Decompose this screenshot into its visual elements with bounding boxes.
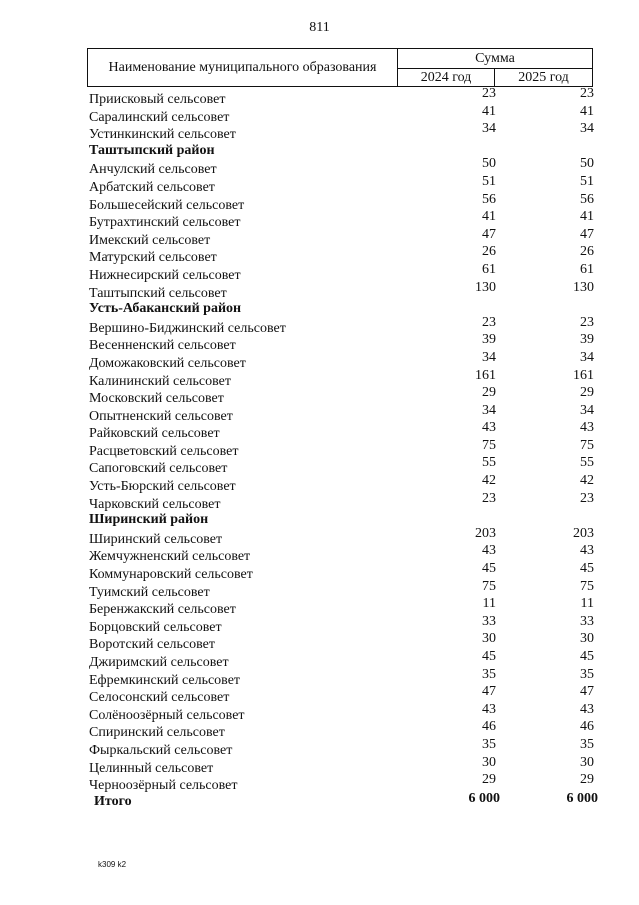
amount-2025: 45 [580, 561, 594, 577]
amount-2024: 47 [482, 684, 496, 700]
amount-2024: 34 [482, 121, 496, 137]
municipality-name: Доможаковский сельсовет [89, 355, 246, 371]
municipality-name: Имекский сельсовет [89, 232, 211, 248]
amount-2024: 34 [482, 349, 496, 365]
amount-2025: 42 [580, 473, 594, 489]
table-row [0, 314, 639, 336]
amount-2024: 34 [482, 402, 496, 418]
table-row [0, 121, 639, 143]
table-row [0, 719, 639, 741]
municipality-name: Таштыпский сельсовет [89, 285, 227, 301]
municipality-name: Анчулский сельсовет [89, 162, 217, 178]
municipality-name: Чарковский сельсовет [89, 496, 221, 512]
header-sum-column: Сумма [398, 49, 592, 69]
table-row [0, 736, 639, 758]
amount-2024: 130 [475, 279, 496, 295]
amount-2024: 45 [482, 561, 496, 577]
amount-2025: 75 [580, 578, 594, 594]
table-row [0, 86, 639, 107]
table-row [0, 349, 639, 371]
table-row [0, 455, 639, 477]
municipality-name: Ефремкинский сельсовет [89, 672, 241, 688]
amount-2025: 75 [580, 437, 594, 453]
amount-2025: 56 [580, 191, 594, 207]
region-name: Таштыпский район [89, 142, 215, 158]
amount-2025: 23 [580, 490, 594, 506]
municipality-name: Матурский сельсовет [89, 250, 217, 266]
table-row [0, 666, 639, 688]
amount-2024: 43 [482, 543, 496, 559]
table-row [0, 596, 639, 618]
table-row [0, 226, 639, 248]
amount-2024: 23 [482, 490, 496, 506]
table-row [0, 367, 639, 389]
table-row [0, 543, 639, 565]
amount-2025: 39 [580, 332, 594, 348]
amount-2025: 23 [580, 86, 594, 101]
amount-2025: 50 [580, 156, 594, 172]
municipality-name: Большесейский сельсовет [89, 197, 245, 213]
table-row [0, 701, 639, 723]
amount-2024: 51 [482, 173, 496, 189]
municipality-name: Воротский сельсовет [89, 637, 215, 653]
amount-2025: 35 [580, 666, 594, 682]
amount-2025: 11 [580, 596, 594, 612]
table-body [0, 86, 639, 810]
header-year-2025: 2025 год [518, 69, 569, 85]
table-row [0, 244, 639, 266]
table-row [0, 437, 639, 459]
amount-2024: 45 [482, 649, 496, 664]
municipality-name: Жемчужненский сельсовет [89, 549, 251, 565]
amount-2024: 61 [482, 261, 496, 277]
amount-2025: 43 [580, 701, 594, 717]
amount-2025: 33 [580, 613, 594, 629]
amount-2024: 26 [482, 244, 496, 260]
amount-2025: 161 [573, 367, 594, 383]
total-row [0, 790, 639, 811]
table-row [0, 209, 639, 231]
amount-2024: 75 [482, 578, 496, 594]
municipality-name: Усть-Бюрский сельсовет [89, 479, 236, 495]
amount-2024: 29 [482, 385, 496, 401]
amount-2024: 47 [482, 226, 496, 242]
amount-2024: 35 [482, 736, 496, 752]
amount-2025: 30 [580, 631, 594, 647]
header-year-2024: 2024 год [398, 69, 495, 86]
amount-2025: 23 [580, 314, 594, 330]
amount-2024: 203 [475, 525, 496, 541]
amount-2024: 41 [482, 103, 496, 119]
region-heading [0, 300, 639, 318]
municipality-name: Калининский сельсовет [89, 373, 231, 389]
table-row [0, 420, 639, 442]
municipality-name: Весенненский сельсовет [89, 338, 236, 354]
municipality-name: Опытненский сельсовет [89, 408, 233, 424]
amount-2025: 47 [580, 684, 594, 700]
amount-2025: 29 [580, 772, 594, 788]
footer-code: k309 k2 [98, 860, 127, 869]
table-row [0, 772, 639, 794]
amount-2024: 55 [482, 455, 496, 471]
amount-2025: 130 [573, 279, 594, 295]
amount-2024: 75 [482, 437, 496, 453]
table-row [0, 684, 639, 706]
amount-2025: 43 [580, 543, 594, 559]
table-row [0, 561, 639, 583]
amount-2025: 41 [580, 209, 594, 225]
municipality-name: Итого [94, 793, 132, 809]
table-row [0, 490, 639, 512]
municipality-name: Московский сельсовет [89, 391, 224, 407]
municipality-name: Джиримский сельсовет [89, 655, 229, 670]
table-row [0, 332, 639, 354]
municipality-name: Бутрахтинский сельсовет [89, 215, 241, 231]
amount-2024: 35 [482, 666, 496, 682]
amount-2025: 26 [580, 244, 594, 260]
municipality-name: Борцовский сельсовет [89, 619, 222, 635]
amount-2024: 30 [482, 631, 496, 647]
amount-2024: 41 [482, 209, 496, 225]
region-name: Усть-Абаканский район [89, 301, 242, 317]
municipality-name: Вершино-Биджинский сельсовет [89, 320, 286, 336]
amount-2025: 41 [580, 103, 594, 119]
municipality-name: Туимский сельсовет [89, 584, 210, 600]
table-row [0, 261, 639, 283]
region-heading [0, 511, 639, 529]
amount-2025: 51 [580, 173, 594, 189]
table-row [0, 754, 639, 776]
municipality-name: Нижнесирский сельсовет [89, 267, 241, 283]
page-number: 811 [309, 20, 330, 35]
table-row [0, 578, 639, 600]
table-row [0, 473, 639, 495]
municipality-name: Сапоговский сельсовет [89, 461, 228, 477]
municipality-name: Беренжакский сельсовет [89, 602, 236, 618]
municipality-name: Ширинский сельсовет [89, 531, 223, 547]
amount-2025: 6 000 [566, 790, 598, 806]
municipality-name: Селосонский сельсовет [89, 690, 230, 706]
table-row [0, 613, 639, 635]
amount-2025: 55 [580, 455, 594, 471]
amount-2025: 34 [580, 121, 594, 137]
table-row [0, 156, 639, 178]
amount-2024: 161 [475, 367, 496, 383]
municipality-name: Расцветовский сельсовет [89, 443, 239, 459]
table-row [0, 402, 639, 424]
amount-2024: 30 [482, 754, 496, 770]
municipality-name: Целинный сельсовет [89, 760, 214, 776]
amount-2025: 43 [580, 420, 594, 436]
municipality-name: Коммунаровский сельсовет [89, 567, 253, 583]
amount-2025: 29 [580, 385, 594, 401]
municipality-name: Райковский сельсовет [89, 426, 220, 442]
region-name: Ширинский район [89, 512, 209, 528]
municipality-name: Арбатский сельсовет [89, 179, 215, 195]
amount-2024: 43 [482, 420, 496, 436]
amount-2024: 11 [482, 596, 496, 612]
municipality-name: Черноозёрный сельсовет [89, 778, 238, 794]
amount-2024: 33 [482, 613, 496, 629]
region-heading [0, 142, 639, 160]
amount-2025: 34 [580, 349, 594, 365]
municipality-name: Устинкинский сельсовет [89, 127, 236, 143]
table-row [0, 191, 639, 213]
table-row [0, 173, 639, 195]
amount-2024: 46 [482, 719, 496, 735]
amount-2024: 56 [482, 191, 496, 207]
municipality-name: Саралинский сельсовет [89, 109, 230, 125]
municipality-name: Спиринский сельсовет [89, 725, 225, 741]
amount-2025: 46 [580, 719, 594, 735]
table-header [87, 48, 593, 87]
amount-2025: 35 [580, 736, 594, 752]
amount-2024: 6 000 [468, 790, 500, 806]
municipality-name: Солёноозёрный сельсовет [89, 707, 245, 723]
amount-2025: 47 [580, 226, 594, 242]
table-row [0, 103, 639, 125]
amount-2025: 45 [580, 649, 594, 664]
amount-2024: 29 [482, 772, 496, 788]
amount-2024: 50 [482, 156, 496, 172]
header-name-column: Наименование муниципального образования [88, 49, 398, 86]
table-row [0, 385, 639, 407]
amount-2025: 30 [580, 754, 594, 770]
amount-2024: 23 [482, 314, 496, 330]
table-row [0, 631, 639, 653]
table-row [0, 525, 639, 547]
amount-2024: 39 [482, 332, 496, 348]
amount-2024: 23 [482, 86, 496, 101]
municipality-name: Приисковый сельсовет [89, 92, 226, 107]
municipality-name: Фыркальский сельсовет [89, 742, 233, 758]
amount-2025: 34 [580, 402, 594, 418]
table-row [0, 649, 639, 670]
amount-2024: 42 [482, 473, 496, 489]
amount-2024: 43 [482, 701, 496, 717]
amount-2025: 61 [580, 261, 594, 277]
amount-2025: 203 [573, 525, 594, 541]
table-row [0, 279, 639, 301]
